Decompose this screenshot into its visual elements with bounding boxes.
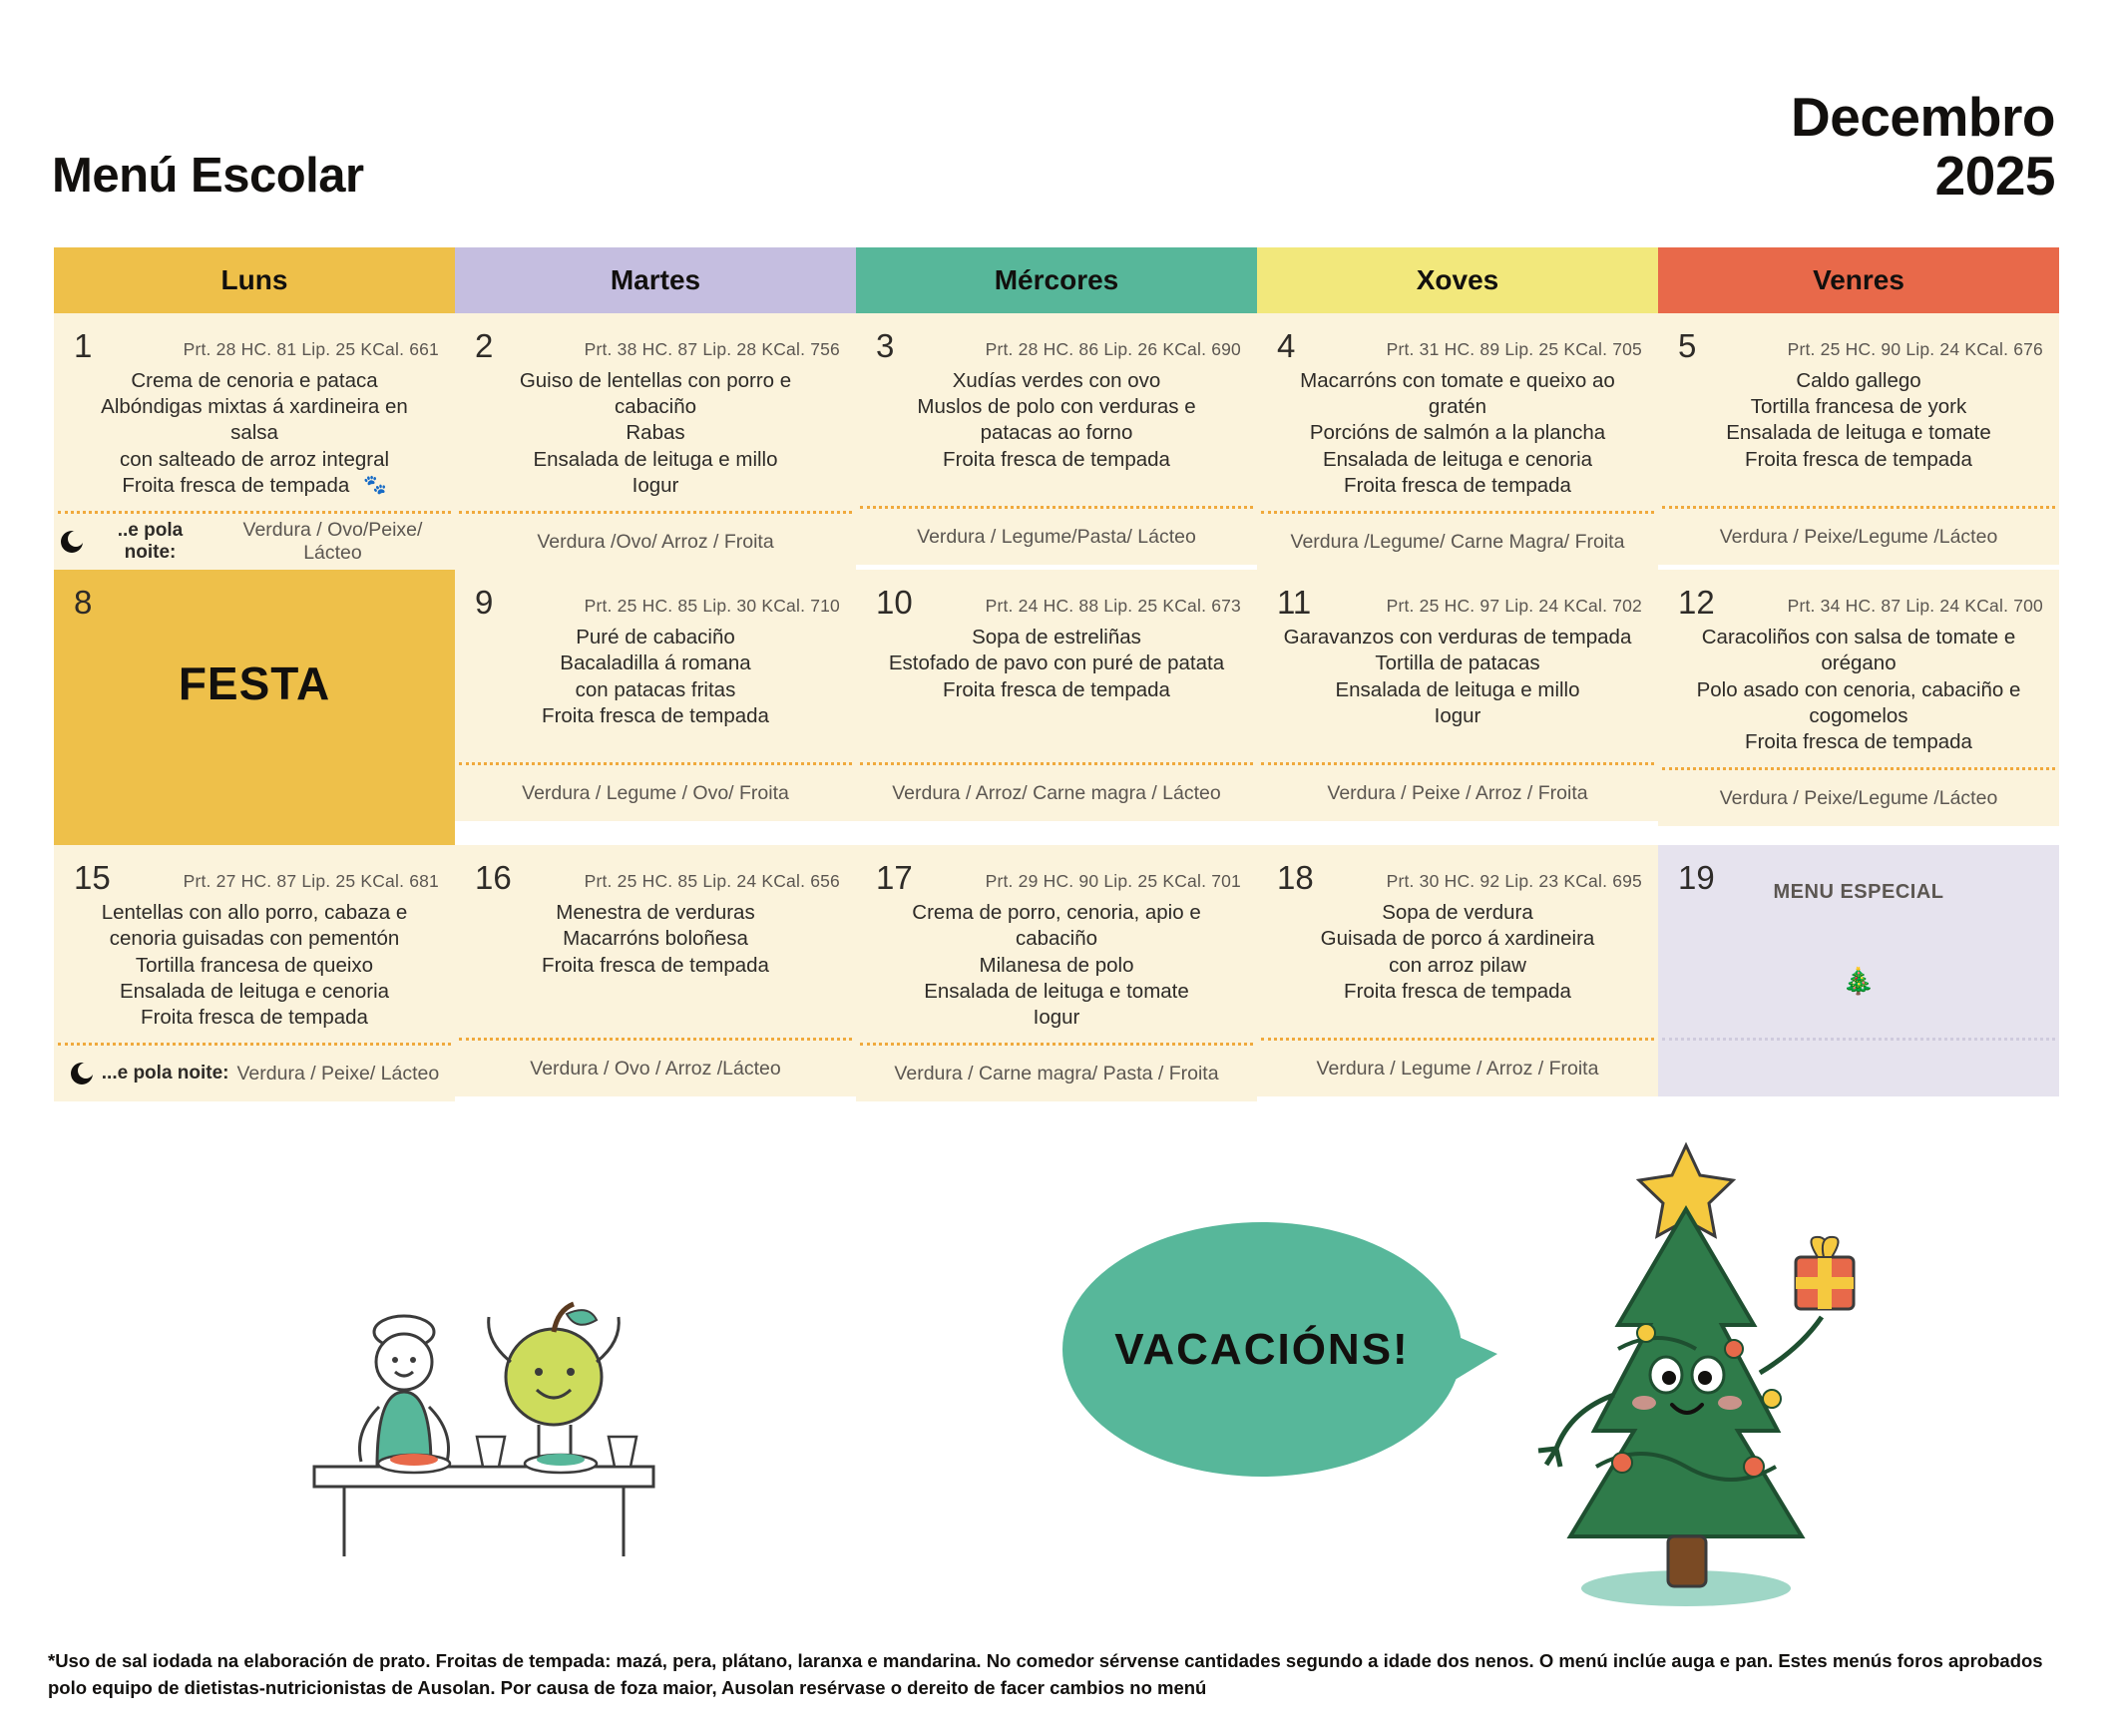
night-note (54, 1046, 455, 1101)
moon-icon (60, 530, 84, 554)
day-cell-1 (54, 313, 455, 570)
day-cell-11 (1257, 570, 1658, 845)
dish-line: Froita fresca de tempada (1344, 473, 1571, 497)
christmas-tree-icon: 🎄 (1842, 966, 1876, 997)
day-macros: Prt. 38 HC. 87 Lip. 28 KCal. 756 (584, 339, 840, 359)
weekday-luns: Luns (54, 247, 455, 313)
dish-line: Ensalada de leituga e millo (1335, 677, 1580, 701)
dish-line: Guisada de porco á xardineira (1320, 927, 1595, 951)
day-cell-3 (856, 313, 1257, 570)
day-cell-12 (1658, 570, 2059, 845)
day-number: 4 (1277, 327, 1296, 364)
weekday-col-mercores (856, 247, 1257, 313)
day-dishes (1267, 900, 1648, 1011)
night-text: Verdura /Legume/ Carne Magra/ Froita (1290, 530, 1625, 553)
dish-line: Froita fresca de tempada (122, 473, 350, 497)
dish-line: Froita fresca de tempada (943, 677, 1170, 701)
dish-line: Tortilla de patacas (1375, 651, 1540, 675)
day-cell-5 (1658, 313, 2059, 570)
night-text: Verdura / Ovo/Peixe/ Lácteo (242, 519, 423, 565)
dish-line: con arroz pilaw (1389, 953, 1526, 977)
dish-line: Sopa de verdura (1382, 901, 1533, 925)
dish-line: Puré de cabaciño (576, 626, 735, 650)
dish-line: Ensalada de leituga e tomate (1726, 421, 1991, 445)
night-note (455, 765, 856, 821)
day-cell-4 (1257, 313, 1658, 570)
calendar (54, 247, 2059, 1101)
day-macros: Prt. 30 HC. 92 Lip. 23 KCal. 695 (1386, 871, 1642, 892)
day-cell-17 (856, 845, 1257, 1101)
dish-line: Froita fresca de tempada (1344, 979, 1571, 1003)
day-macros: Prt. 28 HC. 81 Lip. 25 KCal. 661 (183, 339, 439, 359)
dish-line: Ensalada de leituga e tomate (924, 979, 1189, 1003)
night-note (1658, 509, 2059, 565)
dish-line: Iogur (1434, 703, 1481, 727)
weekday-mercores: Mércores (856, 247, 1257, 313)
night-note (856, 765, 1257, 821)
dish-line: con salteado de arroz integral (119, 447, 390, 471)
weekday-header-row (54, 247, 2059, 313)
night-note (856, 1046, 1257, 1101)
day-dishes (866, 900, 1247, 1037)
dish-line: Froita fresca de tempada (1745, 730, 1972, 754)
day-cell-18 (1257, 845, 1658, 1101)
dish-line: Crema de porro, cenoria, apio e cabaciño (912, 901, 1201, 951)
dish-line: con patacas fritas (575, 677, 736, 701)
dish-line: Menestra de verduras (556, 901, 755, 925)
day-cell-2 (455, 313, 856, 570)
dish-line: Froita fresca de tempada (141, 1006, 368, 1030)
day-cell-15 (54, 845, 455, 1101)
dish-line: Muslos de polo con verduras e patacas ao forno (917, 395, 1196, 445)
dish-line: Ensalada de leituga e cenoria (119, 979, 390, 1003)
night-text: Verdura / Peixe / Arroz / Froita (1327, 781, 1588, 804)
festa-label: FESTA (178, 657, 331, 710)
day-number: 2 (475, 327, 494, 364)
week-row-1 (54, 313, 2059, 570)
day-number: 11 (1277, 584, 1312, 622)
day-dishes (64, 368, 445, 505)
dish-line: Caldo gallego (1796, 369, 1921, 392)
day-number: 5 (1678, 327, 1697, 364)
night-note-empty (1658, 1041, 2059, 1096)
month-name: Decembro (1791, 86, 2055, 148)
night-text: Verdura / Carne magra/ Pasta / Froita (894, 1062, 1219, 1085)
dish-line: Tortilla francesa de york (1750, 395, 1967, 419)
illustration-area (0, 1117, 2111, 1626)
day-number: 19 (1678, 859, 1715, 897)
day-macros: Prt. 25 HC. 97 Lip. 24 KCal. 702 (1386, 596, 1642, 617)
footer-note: *Uso de sal iodada na elaboración de prato. Froitas de tempada: mazá, pera, plátano, laranxa e mandarina. No comedor sérvense cantidades segundo a idade dos nenos. O menú inclúe auga e pan. Estes menús foros aprobados polo equipo de dietistas-nutricionistas de Ausolan. Por causa de foza maior, Ausolan resérvase o dereito de facer cambios no menú (48, 1649, 2043, 1699)
day-dishes (465, 368, 846, 505)
dish-line: Bacaladilla á romana (560, 651, 751, 675)
night-note (455, 514, 856, 570)
day-dishes (1267, 368, 1648, 505)
day-number: 17 (876, 859, 913, 897)
week-row-3 (54, 845, 2059, 1101)
moon-icon (70, 1062, 94, 1085)
day-macros: Prt. 28 HC. 86 Lip. 26 KCal. 690 (985, 339, 1241, 359)
month-year: 2025 (1934, 145, 2055, 207)
night-note (455, 1041, 856, 1096)
dish-line-with-mark (78, 473, 431, 499)
dish-line: Xudías verdes con ovo (952, 369, 1161, 392)
speech-bubble (1062, 1222, 1462, 1477)
dish-line: Caracoliños con salsa de tomate e orégano (1701, 626, 2016, 675)
day-number: 15 (74, 859, 111, 897)
dish-line: Iogur (632, 473, 679, 497)
dish-line: Macarróns con tomate e queixo ao gratén (1300, 369, 1615, 419)
dish-line: Lentellas con allo porro, cabaza e cenoria guisadas con pementón (101, 901, 408, 951)
day-dishes (465, 625, 846, 735)
day-number: 1 (74, 327, 93, 364)
dish-line: Ensalada de leituga e millo (533, 447, 778, 471)
night-note (1257, 1041, 1658, 1096)
dish-line: Polo asado con cenoria, cabaciño e cogomelos (1696, 677, 2021, 727)
day-macros: Prt. 31 HC. 89 Lip. 25 KCal. 705 (1386, 339, 1642, 359)
day-number: 3 (876, 327, 895, 364)
day-dishes (1668, 625, 2049, 761)
page-title: Menú Escolar (52, 149, 364, 203)
dish-line: Estofado de pavo con puré de patata (888, 651, 1225, 675)
day-cell-10 (856, 570, 1257, 845)
day-dishes (1267, 625, 1648, 735)
night-text: Verdura / Legume/Pasta/ Lácteo (917, 525, 1196, 548)
page-header (0, 0, 2111, 207)
day-dishes (866, 368, 1247, 479)
night-text: Verdura / Arroz/ Carne magra / Lácteo (892, 781, 1221, 804)
day-number: 10 (876, 584, 913, 622)
day-number: 9 (475, 584, 494, 622)
day-macros: Prt. 34 HC. 87 Lip. 24 KCal. 700 (1787, 596, 2043, 617)
night-text: Verdura / Ovo / Arroz /Lácteo (530, 1057, 781, 1080)
dish-line: Froita fresca de tempada (943, 447, 1170, 471)
weekday-xoves: Xoves (1257, 247, 1658, 313)
dish-line: Porcións de salmón a la plancha (1309, 421, 1606, 445)
dish-line: Macarróns boloñesa (563, 927, 748, 951)
christmas-tree-character (1526, 1137, 1856, 1616)
day-number: 12 (1678, 584, 1715, 622)
bubble-text: VACACIÓNS! (1114, 1324, 1410, 1374)
weekday-col-xoves (1257, 247, 1658, 313)
night-text: Verdura /Ovo/ Arroz / Froita (537, 530, 774, 553)
allergen-icon: 🐾 (362, 475, 387, 497)
night-lead: ...e pola noite: (101, 1063, 229, 1085)
day-number: 8 (74, 584, 93, 622)
dish-line: Ensalada de leituga e cenoria (1322, 447, 1593, 471)
day-number: 18 (1277, 859, 1314, 897)
day-macros: Prt. 24 HC. 88 Lip. 25 KCal. 673 (985, 596, 1241, 617)
night-note (54, 514, 455, 570)
day-macros: Prt. 25 HC. 90 Lip. 24 KCal. 676 (1787, 339, 2043, 359)
dish-line: Iogur (1033, 1006, 1080, 1030)
dish-line: Milanesa de polo (979, 953, 1134, 977)
day-dishes (465, 900, 846, 985)
day-dishes (1668, 368, 2049, 479)
weekday-venres: Venres (1658, 247, 2059, 313)
day-cell-8 (54, 570, 455, 845)
day-dishes (866, 625, 1247, 709)
day-cell-9 (455, 570, 856, 845)
day-macros: Prt. 29 HC. 90 Lip. 25 KCal. 701 (985, 871, 1241, 892)
weekday-martes: Martes (455, 247, 856, 313)
dish-line: Rabas (626, 421, 685, 445)
day-macros: Prt. 27 HC. 87 Lip. 25 KCal. 681 (183, 871, 439, 892)
dish-line: Froita fresca de tempada (542, 953, 769, 977)
week-row-2 (54, 570, 2059, 845)
dish-line: Garavanzos con verduras de tempada (1283, 626, 1632, 650)
night-note (856, 509, 1257, 565)
day-cell-16 (455, 845, 856, 1101)
weekday-col-martes (455, 247, 856, 313)
night-text: Verdura / Legume / Arroz / Froita (1316, 1057, 1599, 1080)
kid-and-apple-illustration (299, 1292, 688, 1571)
day-cell-19 (1658, 845, 2059, 1101)
dish-line: Tortilla francesa de queixo (135, 953, 374, 977)
dish-line: Crema de cenoria e pataca (131, 369, 378, 392)
weekday-col-venres (1658, 247, 2059, 313)
special-menu-label: MENU ESPECIAL (1773, 881, 1944, 904)
night-text: Verdura / Legume / Ovo/ Froita (522, 781, 789, 804)
dish-line: Froita fresca de tempada (542, 703, 769, 727)
day-macros: Prt. 25 HC. 85 Lip. 30 KCal. 710 (584, 596, 840, 617)
dish-line: Guiso de lentellas con porro e cabaciño (519, 369, 792, 419)
night-note (1658, 770, 2059, 826)
dish-line: Albóndigas mixtas á xardineira en salsa (101, 395, 408, 445)
night-text: Verdura / Peixe/ Lácteo (236, 1062, 440, 1085)
night-text: Verdura / Peixe/Legume /Lácteo (1719, 525, 1998, 548)
dish-line: Sopa de estreliñas (972, 626, 1141, 650)
night-lead: ..e pola noite: (117, 520, 184, 564)
night-note (1257, 765, 1658, 821)
night-note (1257, 514, 1658, 570)
night-note-empty (54, 789, 455, 845)
month-block (1791, 86, 2055, 207)
day-number: 16 (475, 859, 512, 897)
weekday-col-luns (54, 247, 455, 313)
day-macros: Prt. 25 HC. 85 Lip. 24 KCal. 656 (584, 871, 840, 892)
night-text: Verdura / Peixe/Legume /Lácteo (1719, 786, 1998, 809)
dish-line: Froita fresca de tempada (1745, 447, 1972, 471)
day-dishes (64, 900, 445, 1037)
